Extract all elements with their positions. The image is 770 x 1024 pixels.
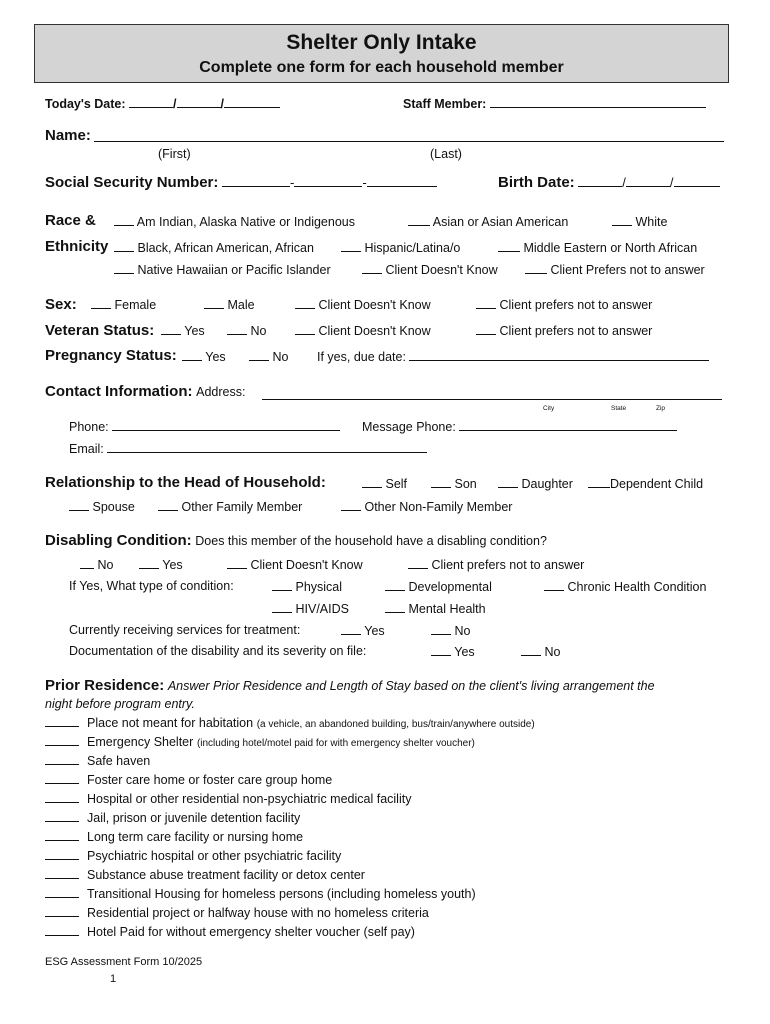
prior-residence-item[interactable]: Hotel Paid for without emergency shelter voucher (self pay) [45, 924, 535, 943]
sex-label: Sex: [45, 296, 77, 313]
birth-field[interactable]: Birth Date: / / [498, 174, 720, 191]
name-field[interactable] [94, 140, 724, 142]
veteran-option[interactable]: Client Doesn't Know [295, 323, 431, 338]
staff-field[interactable] [403, 96, 706, 111]
pregnancy-option[interactable]: No [249, 349, 288, 364]
prior-residence-item[interactable]: Foster care home or foster care group home [45, 772, 535, 791]
email-field[interactable]: Email: [69, 441, 427, 456]
ethnicity-label: Ethnicity [45, 238, 109, 255]
prior-residence-section [45, 677, 655, 694]
contact-label: Contact Information: [45, 383, 193, 400]
condition-type-option[interactable]: Developmental [385, 579, 492, 594]
veteran-option[interactable]: No [227, 323, 266, 338]
disabling-label: Disabling Condition: [45, 532, 192, 549]
condition-type-option[interactable]: Mental Health [385, 601, 486, 616]
disabling-option[interactable]: No [80, 557, 113, 572]
relationship-option[interactable]: Dependent Child [588, 476, 703, 491]
prior-residence-item[interactable]: Psychiatric hospital or other psychiatric facility [45, 848, 535, 867]
form-header [34, 24, 729, 83]
veteran-option[interactable]: Client prefers not to answer [476, 323, 652, 338]
address-field[interactable] [262, 398, 722, 400]
race-option[interactable]: Hispanic/Latina/o [341, 240, 460, 255]
race-option[interactable]: Middle Eastern or North African [498, 240, 697, 255]
form-title: Shelter Only Intake [286, 31, 477, 54]
message-phone-field[interactable]: Message Phone: [362, 419, 677, 434]
prior-residence-instruction-2: night before program entry. [45, 697, 195, 711]
prior-residence-instruction: Answer Prior Residence and Length of Stay based on the client's living arrangement the [167, 679, 655, 693]
staff-label: Staff Member: [403, 97, 487, 111]
footer-form-name: ESG Assessment Form 10/2025 [45, 956, 203, 968]
form-subtitle: Complete one form for each household member [199, 59, 564, 76]
pregnancy-option[interactable]: Yes [182, 349, 226, 364]
state-label: State [611, 405, 627, 412]
prior-residence-label: Prior Residence: [45, 677, 165, 694]
relationship-option[interactable]: Self [362, 476, 407, 491]
prior-residence-item[interactable]: Residential project or halfway house with no homeless criteria [45, 905, 535, 924]
relationship-option[interactable]: Daughter [498, 476, 573, 491]
veteran-label: Veteran Status: [45, 322, 155, 339]
services-option[interactable]: No [431, 623, 470, 638]
prior-residence-item[interactable]: Place not meant for habitation (a vehicle, an abandoned building, bus/train/anywhere outside) [45, 715, 535, 734]
condition-type-label: If Yes, What type of condition: [69, 579, 234, 593]
prior-residence-item[interactable]: Transitional Housing for homeless persons (including homeless youth) [45, 886, 535, 905]
relationship-label: Relationship to the Head of Household: [45, 474, 326, 491]
sex-option[interactable]: Client prefers not to answer [476, 297, 652, 312]
condition-type-option[interactable]: HIV/AIDS [272, 601, 349, 616]
sex-option[interactable]: Female [91, 297, 156, 312]
documentation-label: Documentation of the disability and its severity on file: [69, 644, 367, 658]
race-option[interactable]: Asian or Asian American [408, 214, 568, 229]
disabling-question: Does this member of the household have a disabling condition? [195, 534, 547, 548]
disabling-option[interactable]: Yes [139, 557, 183, 572]
page-number: 1 [110, 973, 117, 985]
name-label: Name: [45, 127, 91, 144]
prior-residence-item[interactable]: Substance abuse treatment facility or detox center [45, 867, 535, 886]
condition-type-option[interactable]: Physical [272, 579, 342, 594]
veteran-option[interactable]: Yes [161, 323, 205, 338]
documentation-option[interactable]: Yes [431, 644, 475, 659]
services-option[interactable]: Yes [341, 623, 385, 638]
race-option[interactable]: Client Doesn't Know [362, 262, 498, 277]
ssn-field[interactable]: Social Security Number: - - [45, 174, 437, 191]
contact-section [45, 383, 245, 400]
disabling-option[interactable]: Client prefers not to answer [408, 557, 584, 572]
race-label: Race & [45, 212, 96, 229]
address-label: Address: [196, 385, 246, 399]
due-date-field[interactable]: If yes, due date: [317, 349, 709, 364]
prior-residence-list [45, 715, 535, 943]
date-label: Today's Date: [45, 97, 126, 111]
sex-option[interactable]: Male [204, 297, 255, 312]
first-label: (First) [158, 147, 191, 161]
birth-label: Birth Date: [498, 174, 575, 191]
phone-field[interactable]: Phone: [69, 419, 340, 434]
city-label: City [543, 405, 555, 412]
sex-option[interactable]: Client Doesn't Know [295, 297, 431, 312]
disabling-option[interactable]: Client Doesn't Know [227, 557, 363, 572]
documentation-option[interactable]: No [521, 644, 560, 659]
prior-residence-item[interactable]: Jail, prison or juvenile detention facility [45, 810, 535, 829]
race-option[interactable]: White [612, 214, 667, 229]
relationship-option[interactable]: Other Non-Family Member [341, 499, 512, 514]
relationship-option[interactable]: Spouse [69, 499, 135, 514]
race-option[interactable]: Black, African American, African [114, 240, 314, 255]
disabling-section [45, 532, 547, 549]
prior-residence-item[interactable]: Long term care facility or nursing home [45, 829, 535, 848]
prior-residence-item[interactable]: Emergency Shelter (including hotel/motel paid for with emergency shelter voucher) [45, 734, 535, 753]
services-label: Currently receiving services for treatment: [69, 623, 301, 637]
relationship-option[interactable]: Other Family Member [158, 499, 302, 514]
pregnancy-label: Pregnancy Status: [45, 347, 177, 364]
prior-residence-item[interactable]: Hospital or other residential non-psychiatric medical facility [45, 791, 535, 810]
race-option[interactable]: Native Hawaiian or Pacific Islander [114, 262, 331, 277]
race-option[interactable]: Client Prefers not to answer [525, 262, 705, 277]
last-label: (Last) [430, 147, 462, 161]
relationship-option[interactable]: Son [431, 476, 477, 491]
condition-type-option[interactable]: Chronic Health Condition [544, 579, 706, 594]
ssn-label: Social Security Number: [45, 174, 219, 191]
date-field[interactable]: Today's Date: / / [45, 96, 280, 111]
zip-label: Zip [656, 405, 666, 412]
prior-residence-item[interactable]: Safe haven [45, 753, 535, 772]
race-option[interactable]: Am Indian, Alaska Native or Indigenous [114, 214, 355, 229]
